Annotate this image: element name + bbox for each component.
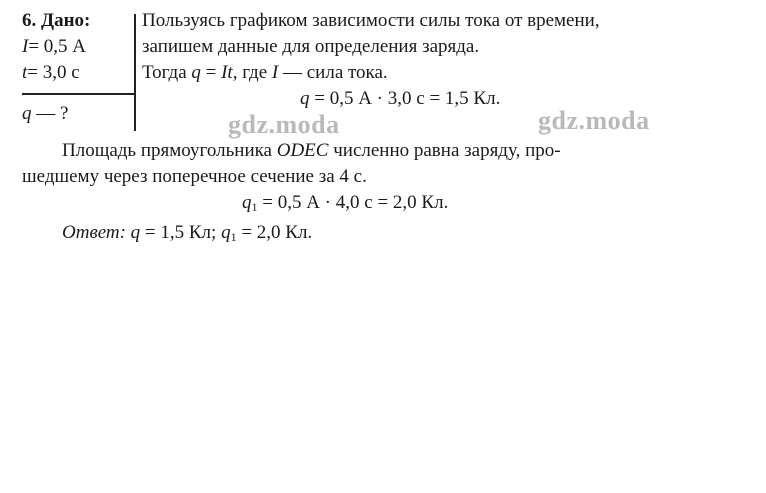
formula-1: [300, 88, 500, 110]
time-value: = 3,0 с: [27, 62, 80, 83]
aend: = 2,0 Кл.: [236, 222, 313, 243]
find-value: — ?: [36, 103, 69, 124]
problem-title: 6. Дано:: [22, 10, 91, 31]
pa: Площадь прямоугольника: [62, 140, 277, 161]
formula-2: [242, 192, 448, 215]
answer-line: [62, 222, 312, 245]
s3b: =: [200, 62, 222, 83]
given-current: [22, 36, 86, 58]
f1rest: = 0,5 А · 3,0 с = 1,5 Кл.: [309, 88, 501, 109]
s3it: It: [221, 62, 233, 83]
f2q: q: [242, 192, 252, 213]
given-time: [22, 62, 80, 84]
aq1: q: [221, 222, 231, 243]
current-var: I: [22, 36, 29, 57]
pb: численно равна заряду, про-: [328, 140, 561, 161]
s3q: q: [191, 62, 201, 83]
solution-line-3: [142, 62, 388, 84]
asub: 1: [230, 230, 237, 244]
f2sub: 1: [251, 200, 258, 214]
s3d: — сила тока.: [278, 62, 388, 83]
solution-line-1: Пользуясь графиком зависимости силы тока от времени,: [142, 10, 600, 31]
given-horizontal-rule: [22, 93, 134, 95]
current-value: = 0,5 А: [28, 36, 87, 57]
time-var: t: [22, 62, 28, 83]
paragraph-line-2: шедшему через поперечное сечение за 4 с.: [22, 166, 367, 187]
podec: ODEC: [276, 140, 329, 161]
s3a: Тогда: [142, 62, 192, 83]
s3c: , где: [232, 62, 272, 83]
watermark-logo: gdz.moda: [538, 106, 650, 135]
find-var: q: [22, 103, 32, 124]
paragraph-line-1: [62, 140, 561, 162]
s3i: I: [271, 62, 279, 83]
given-vertical-rule: [134, 14, 136, 131]
aq: q: [130, 222, 141, 243]
find-quantity: [22, 103, 68, 125]
f1q: q: [300, 88, 310, 109]
answer-label: Ответ:: [62, 222, 126, 243]
f2rest: = 0,5 А · 4,0 с = 2,0 Кл.: [257, 192, 449, 213]
solution-line-2: запишем данные для определения заряда.: [142, 36, 480, 57]
amid: = 1,5 Кл;: [140, 222, 222, 243]
watermark-logo: gdz.moda: [228, 110, 340, 139]
